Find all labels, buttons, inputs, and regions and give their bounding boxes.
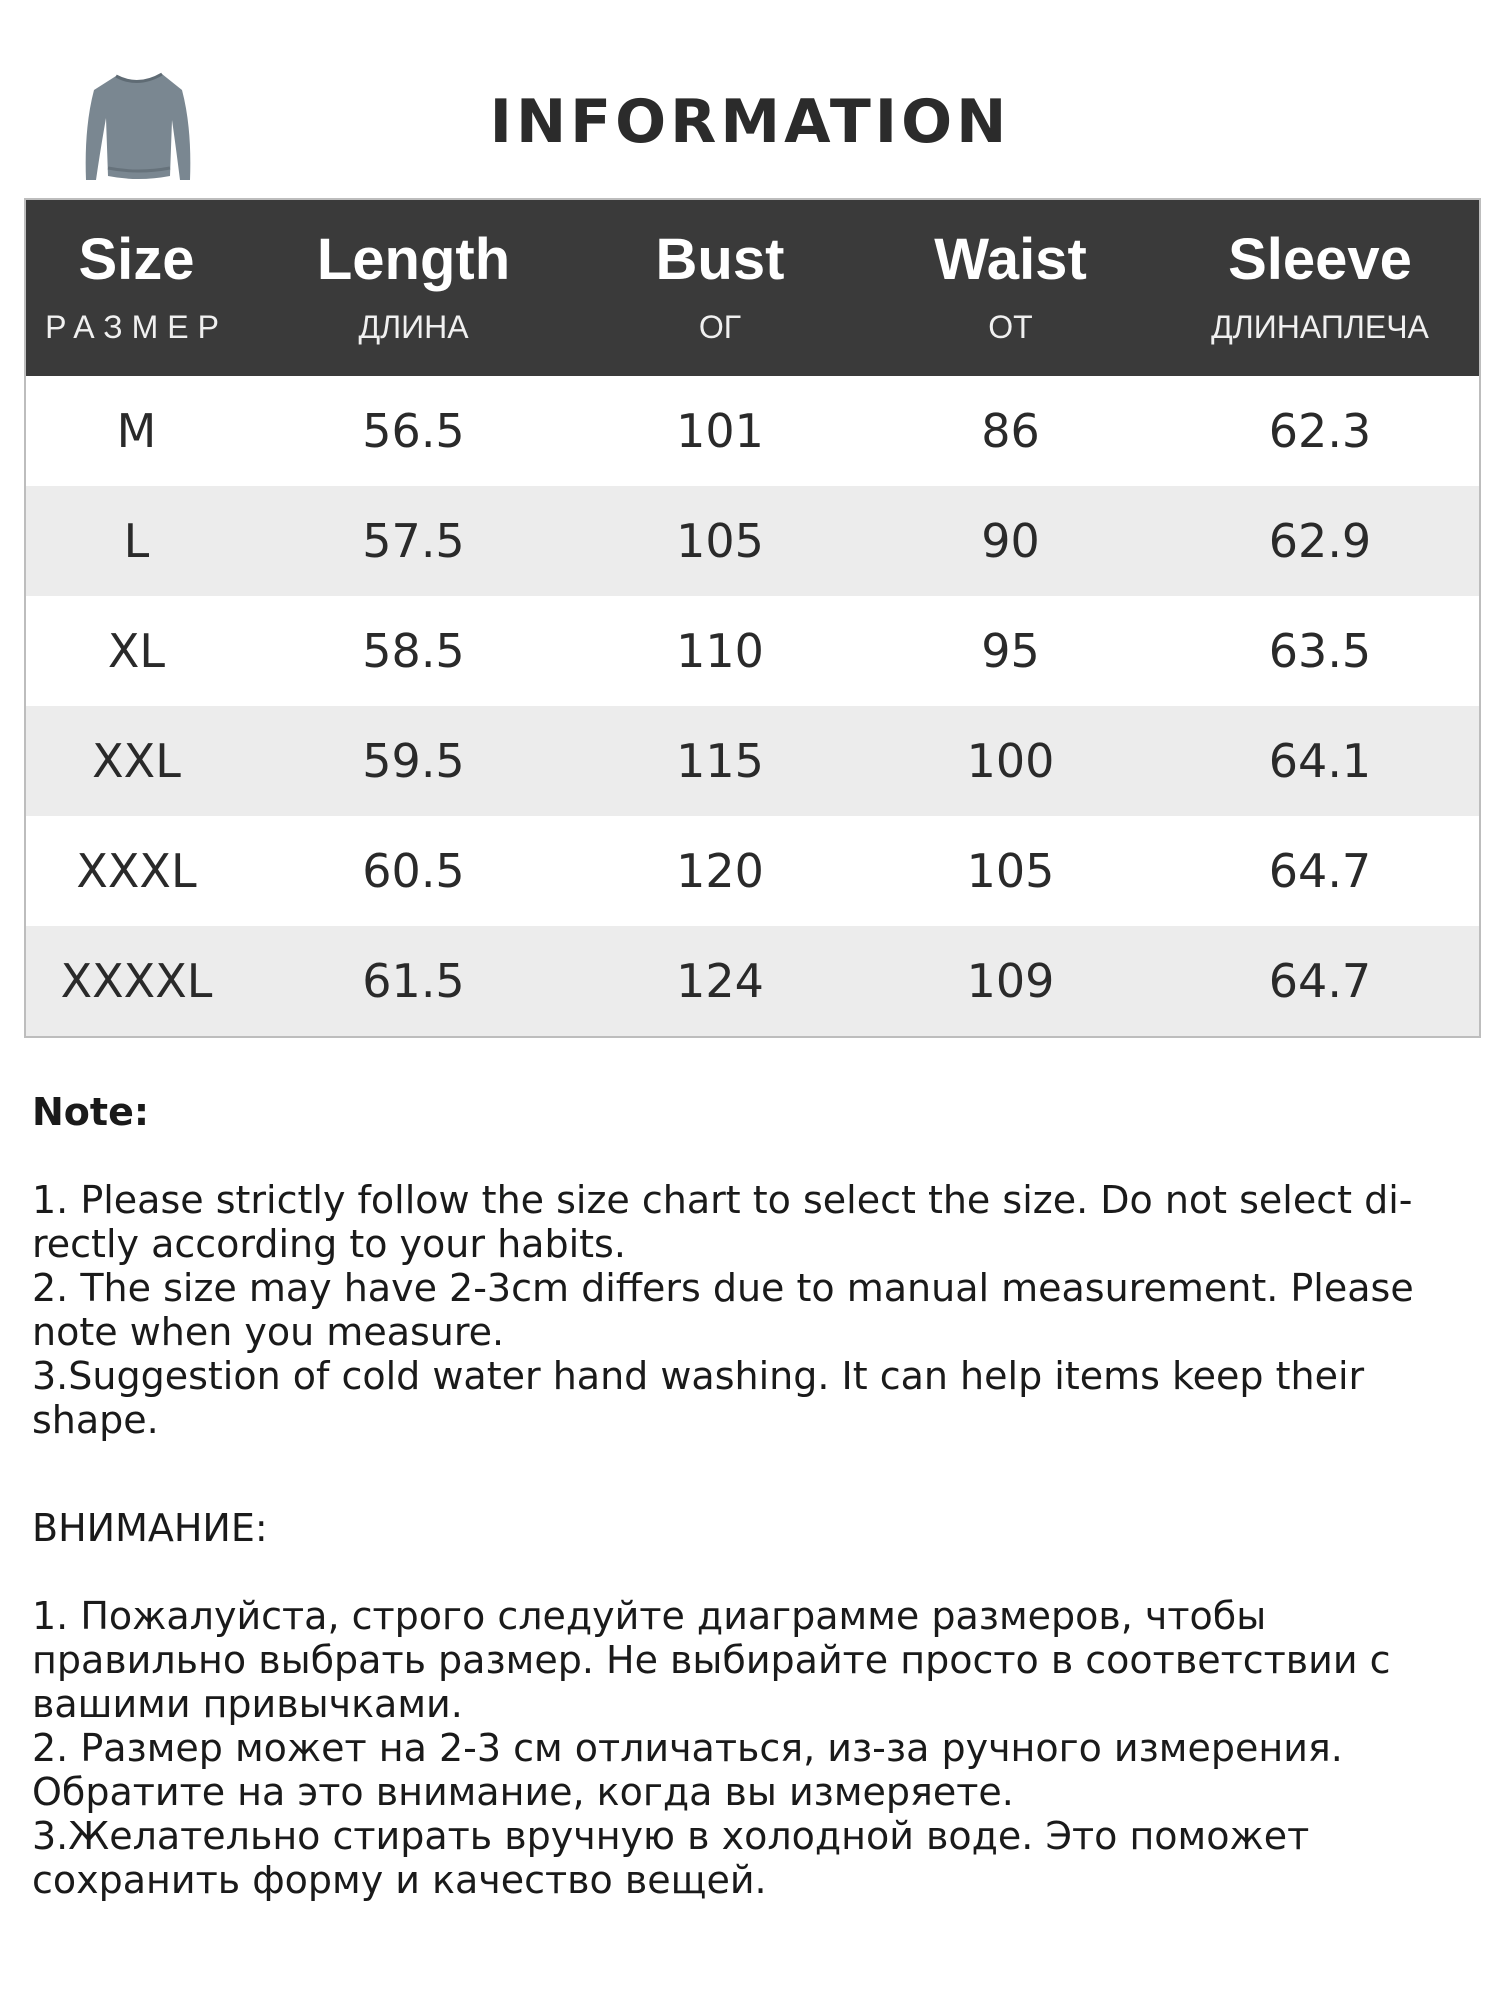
- note-item: 3.Suggestion of cold water hand washing. It can help items keep their shape.: [32, 1354, 1365, 1442]
- table-cell: 61.5: [247, 926, 580, 1037]
- column-title: Bust: [655, 227, 785, 292]
- table-row: [25, 816, 1480, 926]
- table-row: [25, 926, 1480, 1037]
- table-cell: XXXL: [25, 816, 247, 926]
- notes-heading: Note:: [32, 1090, 150, 1134]
- table-cell: 57.5: [247, 486, 580, 596]
- table-cell: 63.5: [1161, 596, 1480, 706]
- note-item: 2. Размер может на 2-3 см отличаться, из-за ручного измерения. Обратите на это внимание, когда вы измеряете.: [32, 1726, 1343, 1814]
- table-cell: 64.1: [1161, 706, 1480, 816]
- column-header-waist: [860, 199, 1161, 376]
- table-cell: 109: [860, 926, 1161, 1037]
- table-cell: 62.9: [1161, 486, 1480, 596]
- column-header-bust: [580, 199, 860, 376]
- table-cell: XXL: [25, 706, 247, 816]
- column-title: Size: [78, 227, 195, 292]
- table-cell: 62.3: [1161, 376, 1480, 486]
- table-cell: 58.5: [247, 596, 580, 706]
- notes-russian: [32, 1506, 1472, 1902]
- column-title: Length: [316, 227, 511, 292]
- table-cell: 95: [860, 596, 1161, 706]
- column-subtitle: ОТ: [988, 309, 1033, 345]
- column-subtitle: ОГ: [698, 309, 742, 345]
- column-subtitle: РАЗМЕР: [45, 309, 228, 345]
- notes-section: [32, 1090, 1472, 1902]
- table-cell: 124: [580, 926, 860, 1037]
- table-cell: 101: [580, 376, 860, 486]
- column-title: Waist: [934, 227, 1087, 292]
- table-header-row: [25, 199, 1480, 376]
- table-cell: 100: [860, 706, 1161, 816]
- table-cell: 56.5: [247, 376, 580, 486]
- table-cell: 120: [580, 816, 860, 926]
- table-cell: 64.7: [1161, 816, 1480, 926]
- table-cell: XL: [25, 596, 247, 706]
- table-cell: 115: [580, 706, 860, 816]
- table-cell: 105: [580, 486, 860, 596]
- note-item: 1. Пожалуйста, строго следуйте диаграмме размеров, чтобы правильно выбрать размер. Не выбирайте просто в соответствии с вашими привычками.: [32, 1594, 1391, 1726]
- note-item: 1. Please strictly follow the size chart to select the size. Do not select di-rectly according to your habits.: [32, 1178, 1413, 1266]
- table-cell: 86: [860, 376, 1161, 486]
- table-cell: 64.7: [1161, 926, 1480, 1037]
- table-cell: 110: [580, 596, 860, 706]
- page-title: INFORMATION: [489, 87, 1011, 157]
- note-item: 3.Желательно стирать вручную в холодной воде. Это поможет сохранить форму и качество вещей.: [32, 1814, 1310, 1902]
- table-row: [25, 486, 1480, 596]
- column-subtitle: ДЛИНАПЛЕЧА: [1211, 309, 1429, 345]
- table-cell: 105: [860, 816, 1161, 926]
- table-cell: XXXXL: [25, 926, 247, 1037]
- notes-heading-ru: ВНИМАНИЕ:: [32, 1506, 268, 1550]
- column-header-length: [247, 199, 580, 376]
- table-cell: L: [25, 486, 247, 596]
- column-header-sleeve: [1161, 199, 1480, 376]
- note-item: 2. The size may have 2-3cm differs due to manual measurement. Please note when you measure.: [32, 1266, 1414, 1354]
- notes-english: [32, 1090, 1472, 1442]
- table-row: [25, 376, 1480, 486]
- table-row: [25, 706, 1480, 816]
- table-cell: 60.5: [247, 816, 580, 926]
- table-cell: 59.5: [247, 706, 580, 816]
- column-header-size: [25, 199, 247, 376]
- table-cell: M: [25, 376, 247, 486]
- column-title: Sleeve: [1228, 227, 1412, 292]
- column-subtitle: ДЛИНА: [358, 309, 469, 345]
- table-cell: 90: [860, 486, 1161, 596]
- table-row: [25, 596, 1480, 706]
- size-chart-table: [24, 198, 1481, 1038]
